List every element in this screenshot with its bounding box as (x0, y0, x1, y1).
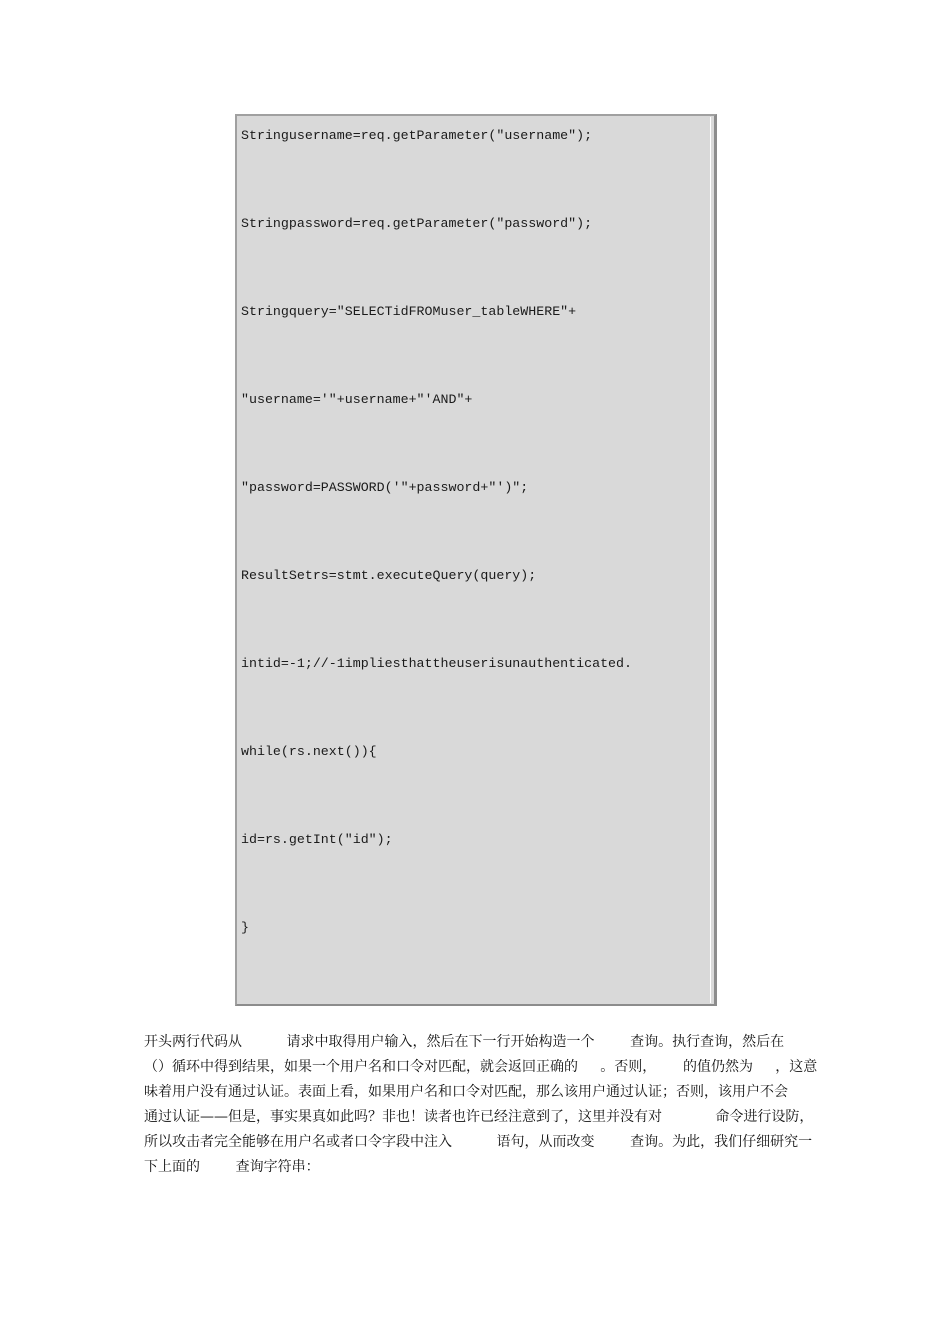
paragraph-line: 味着用户没有通过认证。表面上看，如果用户名和口令对匹配，那么该用户通过认证；否则，该用户不会 (144, 1084, 788, 1100)
code-line: Stringpassword=req.getParameter("password"); (241, 216, 593, 231)
code-line: ResultSetrs=stmt.executeQuery(query); (241, 568, 537, 583)
code-block (235, 114, 717, 1006)
code-line: id=rs.getInt("id"); (241, 832, 393, 847)
code-line: while(rs.next()){ (241, 744, 377, 759)
paragraph-line: 下上面的 查询字符串： (144, 1159, 320, 1175)
code-line: } (241, 920, 249, 935)
code-line: Stringquery="SELECTidFROMuser_tableWHERE"+ (241, 304, 577, 319)
paragraph-line: 通过认证——但是，事实果真如此吗？非也！读者也许已经注意到了，这里并没有对 命令进行设防， (144, 1109, 814, 1125)
code-line: "password=PASSWORD('"+password+"')"; (241, 480, 529, 495)
paragraph-line: 所以攻击者完全能够在用户名或者口令字段中注入 语句，从而改变 查询。为此，我们仔细研究一 (144, 1134, 813, 1150)
code-line: "username='"+username+"'AND"+ (241, 392, 473, 407)
paragraph-line: （）循环中得到结果，如果一个用户名和口令对匹配，就会返回正确的 。否则， 的值仍然为 ，这意 (144, 1059, 818, 1075)
paragraph-line: 开头两行代码从 请求中取得用户输入，然后在下一行开始构造一个 查询。执行查询，然后在 (144, 1034, 785, 1050)
code-line: intid=-1;//-1impliesthattheuserisunauthenticated. (241, 656, 632, 671)
code-line: Stringusername=req.getParameter("username"); (241, 128, 593, 143)
code-block-inner (238, 117, 711, 1003)
